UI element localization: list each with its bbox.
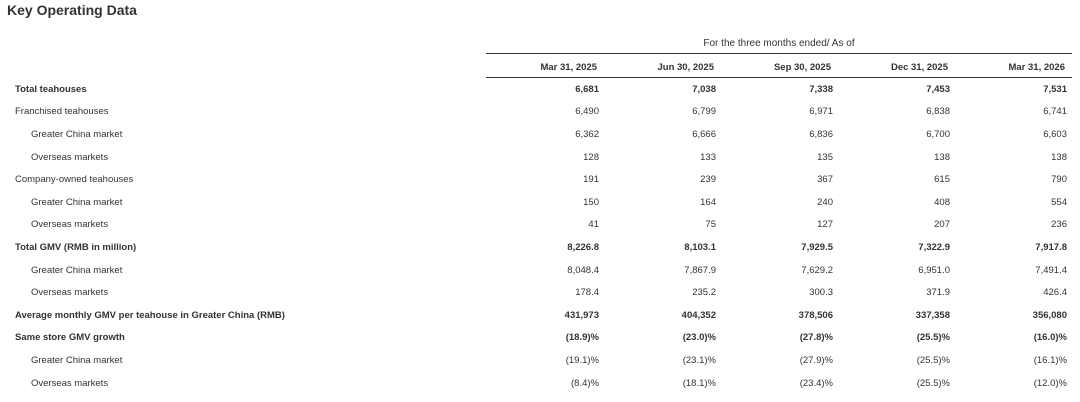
table-body: [7, 78, 1071, 394]
row-value: 554: [1051, 196, 1067, 208]
table-row: [7, 191, 1071, 214]
row-value: 41: [588, 219, 599, 231]
row-value: 337,358: [915, 309, 950, 321]
row-label: Greater China market: [31, 196, 123, 208]
page-title: Key Operating Data: [7, 2, 137, 18]
row-value: (12.0)%: [1033, 377, 1067, 389]
row-value: 239: [700, 174, 716, 186]
row-value: 615: [934, 174, 950, 186]
row-value: 7,917.8: [1035, 241, 1067, 253]
row-value: (16.1)%: [1033, 354, 1067, 366]
row-value: (18.1)%: [682, 377, 716, 389]
row-value: 7,867.9: [684, 264, 716, 276]
row-label: Overseas markets: [31, 219, 109, 231]
row-value: 207: [934, 219, 950, 231]
row-label: Average monthly GMV per teahouse in Greater China (RMB): [15, 309, 285, 321]
row-value: (25.5)%: [916, 354, 950, 366]
column-header: Mar 31, 2026: [1008, 61, 1065, 73]
row-value: 6,971: [809, 106, 833, 118]
row-value: 371.9: [926, 287, 950, 299]
row-value: 133: [700, 151, 716, 163]
row-value: (8.4)%: [571, 377, 599, 389]
row-value: (27.8)%: [799, 332, 833, 344]
row-value: (19.1)%: [565, 354, 599, 366]
table-row: [7, 78, 1071, 101]
row-value: 236: [1051, 219, 1067, 231]
row-label: Total GMV (RMB in million): [15, 241, 137, 253]
row-value: 138: [1051, 151, 1067, 163]
row-value: 6,681: [575, 83, 599, 95]
row-value: 8,103.1: [684, 241, 716, 253]
row-value: 790: [1051, 174, 1067, 186]
row-value: 128: [583, 151, 599, 163]
operating-data-table: [7, 56, 1071, 394]
row-value: 6,951.0: [918, 264, 950, 276]
row-value: (23.1)%: [682, 354, 716, 366]
header-label-cell: [7, 56, 486, 78]
row-value: 6,836: [809, 128, 833, 140]
row-value: 7,322.9: [918, 241, 950, 253]
row-value: 367: [817, 174, 833, 186]
column-header: Mar 31, 2025: [540, 61, 597, 73]
table-row: [7, 123, 1071, 146]
row-value: 138: [934, 151, 950, 163]
row-label: Same store GMV growth: [15, 332, 125, 344]
row-value: 300.3: [809, 287, 833, 299]
row-value: 431,973: [564, 309, 599, 321]
table-row: [7, 304, 1071, 327]
row-label: Greater China market: [31, 128, 123, 140]
row-value: 356,080: [1032, 309, 1067, 321]
row-value: 7,629.2: [801, 264, 833, 276]
row-value: (16.0)%: [1033, 332, 1067, 344]
row-value: (25.5)%: [916, 332, 950, 344]
row-value: 178.4: [575, 287, 599, 299]
row-label: Overseas markets: [31, 151, 109, 163]
row-label: Overseas markets: [31, 287, 109, 299]
row-value: 240: [817, 196, 833, 208]
table-row: [7, 372, 1071, 395]
row-value: 6,741: [1043, 106, 1067, 118]
table-row: [7, 168, 1071, 191]
row-value: 7,491.4: [1035, 264, 1067, 276]
row-value: 75: [705, 219, 716, 231]
row-value: 127: [817, 219, 833, 231]
caption-rule: [486, 53, 1072, 54]
row-value: 7,929.5: [801, 241, 833, 253]
column-header: Jun 30, 2025: [657, 61, 714, 73]
row-value: (23.4)%: [799, 377, 833, 389]
row-value: 426.4: [1043, 287, 1067, 299]
row-value: 6,362: [575, 128, 599, 140]
row-value: 7,338: [809, 83, 833, 95]
row-value: 378,506: [798, 309, 833, 321]
row-value: 150: [583, 196, 599, 208]
row-value: 164: [700, 196, 716, 208]
row-value: 6,603: [1043, 128, 1067, 140]
row-label: Greater China market: [31, 354, 123, 366]
row-value: 8,226.8: [567, 241, 599, 253]
table-row: [7, 101, 1071, 124]
row-value: 8,048.4: [567, 264, 599, 276]
row-value: (27.9)%: [799, 354, 833, 366]
row-label: Greater China market: [31, 264, 123, 276]
row-label: Franchised teahouses: [15, 106, 109, 118]
table-row: [7, 349, 1071, 372]
row-value: 7,453: [926, 83, 950, 95]
row-value: 6,700: [926, 128, 950, 140]
period-caption: For the three months ended/ As of: [703, 38, 855, 49]
table-row: [7, 259, 1071, 282]
row-value: (18.9)%: [565, 332, 599, 344]
row-value: 235.2: [692, 287, 716, 299]
row-value: 6,490: [575, 106, 599, 118]
column-header: Dec 31, 2025: [890, 61, 948, 73]
row-value: 7,531: [1043, 83, 1067, 95]
table-row: [7, 281, 1071, 304]
row-label: Company-owned teahouses: [15, 174, 134, 186]
column-header: Sep 30, 2025: [773, 61, 831, 73]
row-value: 6,666: [692, 128, 716, 140]
table-row: [7, 146, 1071, 169]
table-row: [7, 214, 1071, 237]
row-label: Total teahouses: [15, 83, 87, 95]
row-value: (23.0)%: [682, 332, 716, 344]
row-value: 191: [583, 174, 599, 186]
row-value: (25.5)%: [916, 377, 950, 389]
table-row: [7, 236, 1071, 259]
table-row: [7, 327, 1071, 350]
row-value: 7,038: [692, 83, 716, 95]
row-label: Overseas markets: [31, 377, 109, 389]
row-value: 408: [934, 196, 950, 208]
row-value: 135: [817, 151, 833, 163]
row-value: 6,838: [926, 106, 950, 118]
row-value: 404,352: [681, 309, 716, 321]
table-header-row: [7, 56, 1071, 78]
row-value: 6,799: [692, 106, 716, 118]
